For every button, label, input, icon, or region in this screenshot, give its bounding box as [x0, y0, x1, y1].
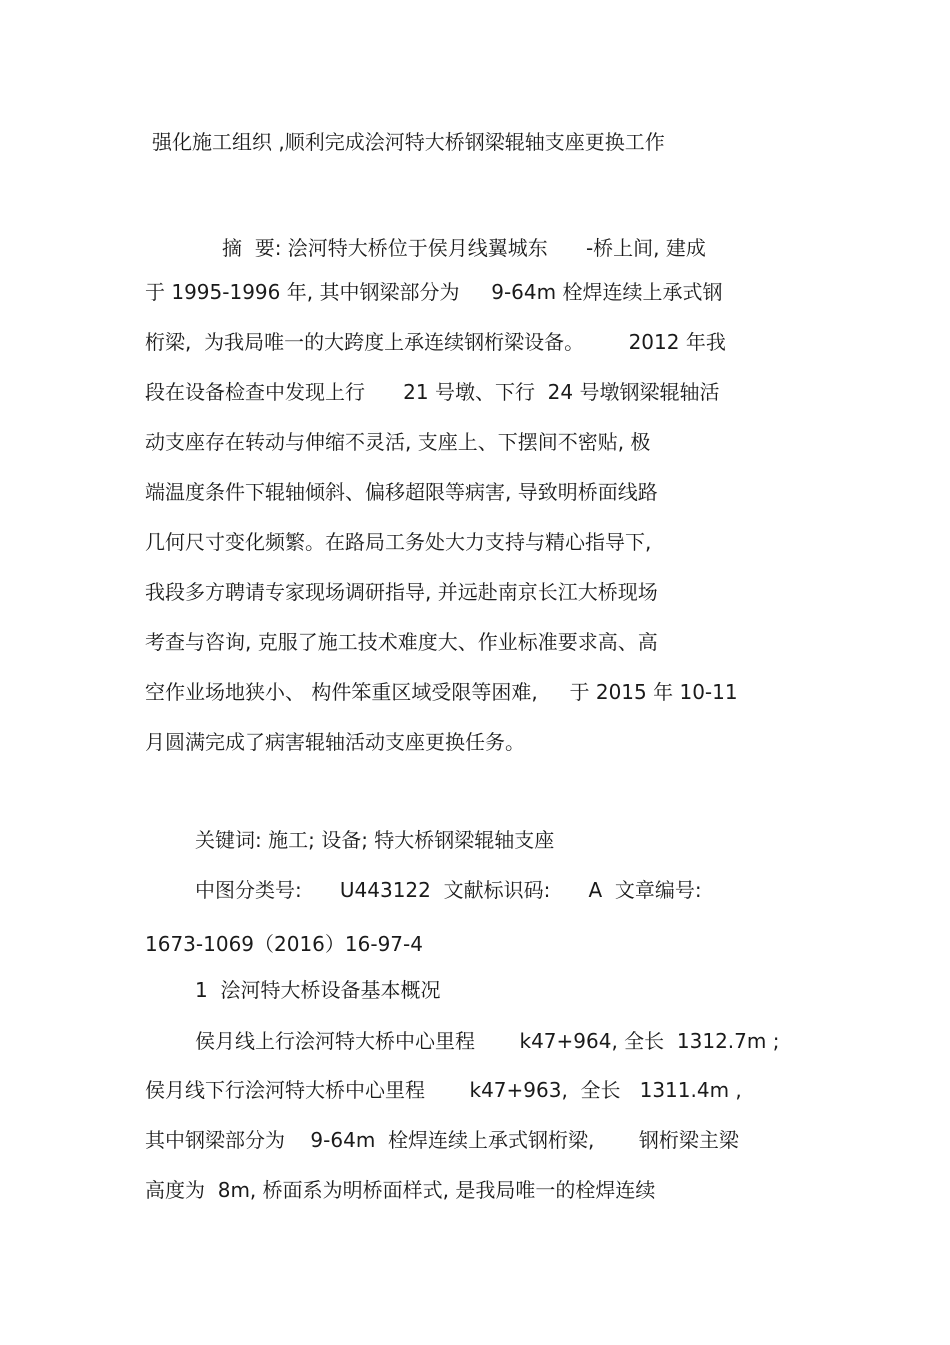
abstract-line: 桁梁, 为我局唯一的大跨度上承连续钢桁梁设备。 2012 年我	[145, 330, 726, 354]
abstract-line: 几何尺寸变化频繁。在路局工务处大力支持与精心指导下,	[145, 530, 652, 554]
abstract-line: 动支座存在转动与伸缩不灵活, 支座上、下摆间不密贴, 极	[145, 430, 651, 454]
abstract-line: 摘 要: 浍河特大桥位于侯月线翼城东 -桥上间, 建成	[222, 236, 706, 260]
abstract-line: 端温度条件下辊轴倾斜、偏移超限等病害, 导致明桥面线路	[145, 480, 658, 504]
abstract-line: 空作业场地狭小、 构件笨重区域受限等困难, 于 2015 年 10-11	[145, 680, 738, 704]
article-number: 1673-1069（2016）16-97-4	[145, 932, 423, 956]
abstract-line: 段在设备检查中发现上行 21 号墩、下行 24 号墩钢梁辊轴活	[145, 380, 720, 404]
abstract-line: 月圆满完成了病害辊轴活动支座更换任务。	[145, 730, 525, 754]
body-line: 其中钢梁部分为 9-64m 栓焊连续上承式钢桁梁, 钢桁梁主梁	[145, 1128, 739, 1152]
body-line: 高度为 8m, 桥面系为明桥面样式, 是我局唯一的栓焊连续	[145, 1178, 656, 1202]
document-title: 强化施工组织 ,顺利完成浍河特大桥钢梁辊轴支座更换工作	[152, 130, 665, 154]
abstract-line: 我段多方聘请专家现场调研指导, 并远赴南京长江大桥现场	[145, 580, 658, 604]
keywords: 关键词: 施工; 设备; 特大桥钢梁辊轴支座	[195, 828, 555, 852]
abstract-line: 考查与咨询, 克服了施工技术难度大、作业标准要求高、高	[145, 630, 658, 654]
section-heading: 1 浍河特大桥设备基本概况	[195, 978, 441, 1002]
body-line: 侯月线下行浍河特大桥中心里程 k47+963, 全长 1311.4m ,	[145, 1078, 742, 1102]
abstract-line: 于 1995-1996 年, 其中钢梁部分为 9-64m 栓焊连续上承式钢	[145, 280, 723, 304]
classification-line: 中图分类号: U443122 文献标识码: A 文章编号:	[195, 878, 702, 902]
body-line: 侯月线上行浍河特大桥中心里程 k47+964, 全长 1312.7m ;	[195, 1029, 780, 1053]
